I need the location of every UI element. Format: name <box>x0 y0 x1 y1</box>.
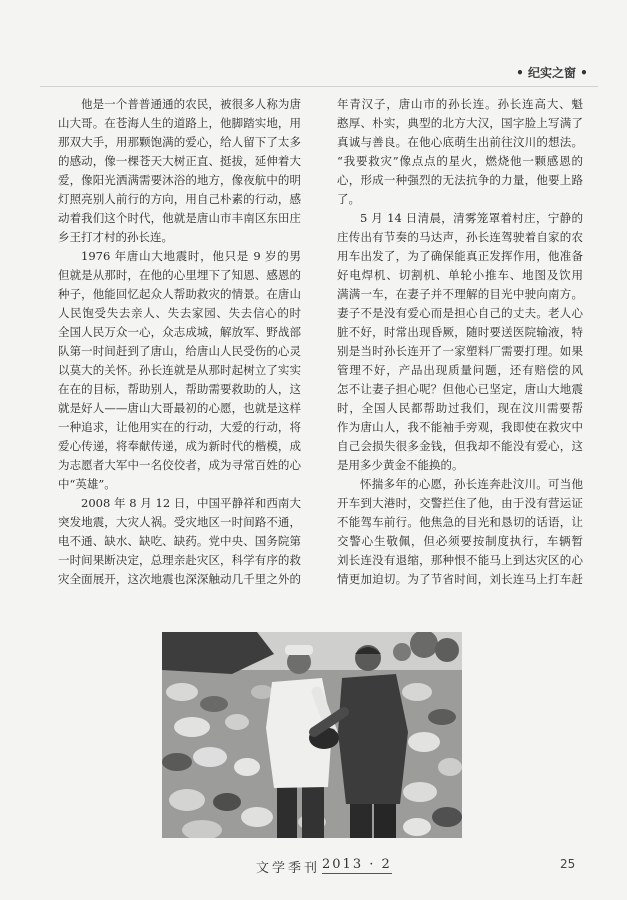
text-line: 种子，他能回忆起众人帮助救灾的情景。在唐山 <box>58 287 301 301</box>
paragraph <box>58 494 301 589</box>
text-line: 突发地震，大灾人祸。受灾地区一时间路不通， <box>58 515 301 529</box>
left-column <box>58 95 301 589</box>
text-line: 庄传出有节奏的马达声，孙长连驾驶着自家的农 <box>337 230 583 244</box>
text-line: 2008 年 8 月 12 日，中国平静祥和西南大 <box>81 496 301 510</box>
text-line: 不能驾车前行。他焦急的目光和恳切的话语，让 <box>337 515 583 529</box>
issue-number: 2013 · 2 <box>322 857 392 872</box>
text-line: 憨厚、朴实，典型的北方大汉，国字脸上写满了 <box>337 116 583 130</box>
text-line: 那双大手，用那颗饱满的爱心，给人留下了太多 <box>58 135 301 149</box>
text-line: 为志愿者大军中一名佼佼者，成为寻常百姓的心 <box>58 458 301 472</box>
text-line: 时，全国人民都帮助过我们，现在汶川需要帮 <box>337 401 583 415</box>
right-column <box>337 95 583 589</box>
text-line: 一时间果断决定，总理亲赴灾区，科学有序的救 <box>58 553 301 567</box>
text-line: 电不通、缺水、缺吃、缺药。党中央、国务院第 <box>58 534 301 548</box>
text-line: 全国人民万众一心，众志成城，解放军、野战部 <box>58 325 301 339</box>
text-line: 妻子不是没有爱心而是担心自己的丈夫。老人心 <box>337 306 583 320</box>
text-line: 灯照亮别人前行的方向，用自己朴素的行动，感 <box>58 192 301 206</box>
text-line: 就是好人——唐山大哥最初的心愿，也就是这样 <box>58 401 301 415</box>
header-divider <box>40 86 598 87</box>
paragraph <box>58 247 301 494</box>
text-line: 他是一个普普通通的农民，被很多人称为唐 <box>81 97 301 111</box>
text-line: 人民饱受失去亲人、失去家园、失去信心的时 <box>58 306 301 320</box>
text-line: 5 月 14 日清晨，清雾笼罩着村庄，宁静的 <box>360 211 583 225</box>
text-line: 作为唐山人，我不能袖手旁观，我即使在救灾中 <box>337 420 583 434</box>
text-line: 队第一时间赶到了唐山，给唐山人民受伤的心灵 <box>58 344 301 358</box>
text-line: 刘长连没有退缩，那种恨不能马上到达灾区的心 <box>337 553 583 567</box>
section-header: • 纪实之窗 • <box>516 66 588 80</box>
text-line: 交警心生敬佩，但必须要按制度执行，车辆暂 <box>337 534 583 548</box>
text-line: 心，形成一种强烈的无法抗争的力量，他要上路 <box>337 173 583 187</box>
text-line: 好电焊机、切割机、单轮小推车、地图及饮用 <box>337 268 583 282</box>
text-line: 年青汉子，唐山市的孙长连。孙长连高大、魁 <box>337 97 583 111</box>
text-line: 开车到大港时，交警拦住了他，由于没有营运证 <box>337 496 583 510</box>
text-line: 以莫大的关怀。孙长连就是从那时起树立了实实 <box>58 363 301 377</box>
text-line: 用车出发了，为了确保能真正发挥作用，他准备 <box>337 249 583 263</box>
text-line: 的感动，像一棵苍天大树正直、挺拔，延伸着大 <box>58 154 301 168</box>
text-line: 自己会损失很多金钱，但我却不能没有爱心，这 <box>337 439 583 453</box>
text-line: 一种追求，让他用实在的行动，大爱的行动，将 <box>58 420 301 434</box>
text-line: 灾全面展开，这次地震也深深触动几千里之外的 <box>58 572 301 586</box>
text-line: 了。 <box>337 192 360 206</box>
text-line: 但就是从那时，在他的心里埋下了知恩、感恩的 <box>58 268 301 282</box>
text-line: 怎不让妻子担心呢？但他心已坚定，唐山大地震 <box>337 382 583 396</box>
text-line: 1976 年唐山大地震时，他只是 9 岁的男 <box>81 249 301 263</box>
paragraph <box>337 95 583 209</box>
paragraph <box>337 209 583 475</box>
page-number: 25 <box>560 857 576 871</box>
text-line: 在在的目标，帮助别人，帮助需要救助的人，这 <box>58 382 301 396</box>
paragraph <box>337 475 583 589</box>
text-line: 别是当时孙长连开了一家塑料厂需要打理。如果 <box>337 344 583 358</box>
text-line: 中“英雄”。 <box>58 477 116 491</box>
text-line: 爱，像阳光洒满需要沐浴的地方，像夜航中的明 <box>58 173 301 187</box>
text-line: 山大哥。在苍海人生的道路上，他脚踏实地，用 <box>58 116 301 130</box>
paragraph <box>58 95 301 247</box>
text-line: 脏不好，时常出现昏厥，随时要送医院输液，特 <box>337 325 583 339</box>
text-line: 真诚与善良。在他心底萌生出前往汶川的想法。 <box>337 135 583 149</box>
text-line: 怀揣多年的心愿，孙长连奔赴汶川。可当他 <box>360 477 583 491</box>
text-line: 是用多少黄金不能换的。 <box>337 458 464 472</box>
text-line: 情更加迫切。为了节省时间，刘长连马上打车赶 <box>337 572 583 586</box>
text-line: 爱心传递，将奉献传递，成为新时代的楷模，成 <box>58 439 301 453</box>
text-line: “我要救灾”像点点的星火，燃烧他一颗感恩的 <box>337 154 583 168</box>
text-line: 乡王打才村的孙长连。 <box>58 230 173 244</box>
text-line: 满满一车，在妻子并不理解的目光中驶向南方。 <box>337 287 583 301</box>
article-photo <box>162 632 462 838</box>
text-line: 管理不好，产品出现质量问题，还有赔偿的风 <box>337 363 583 377</box>
text-line: 动着我们这个时代，他就是唐山市丰南区东田庄 <box>58 211 301 225</box>
journal-name: 文学季刊 <box>256 861 321 876</box>
